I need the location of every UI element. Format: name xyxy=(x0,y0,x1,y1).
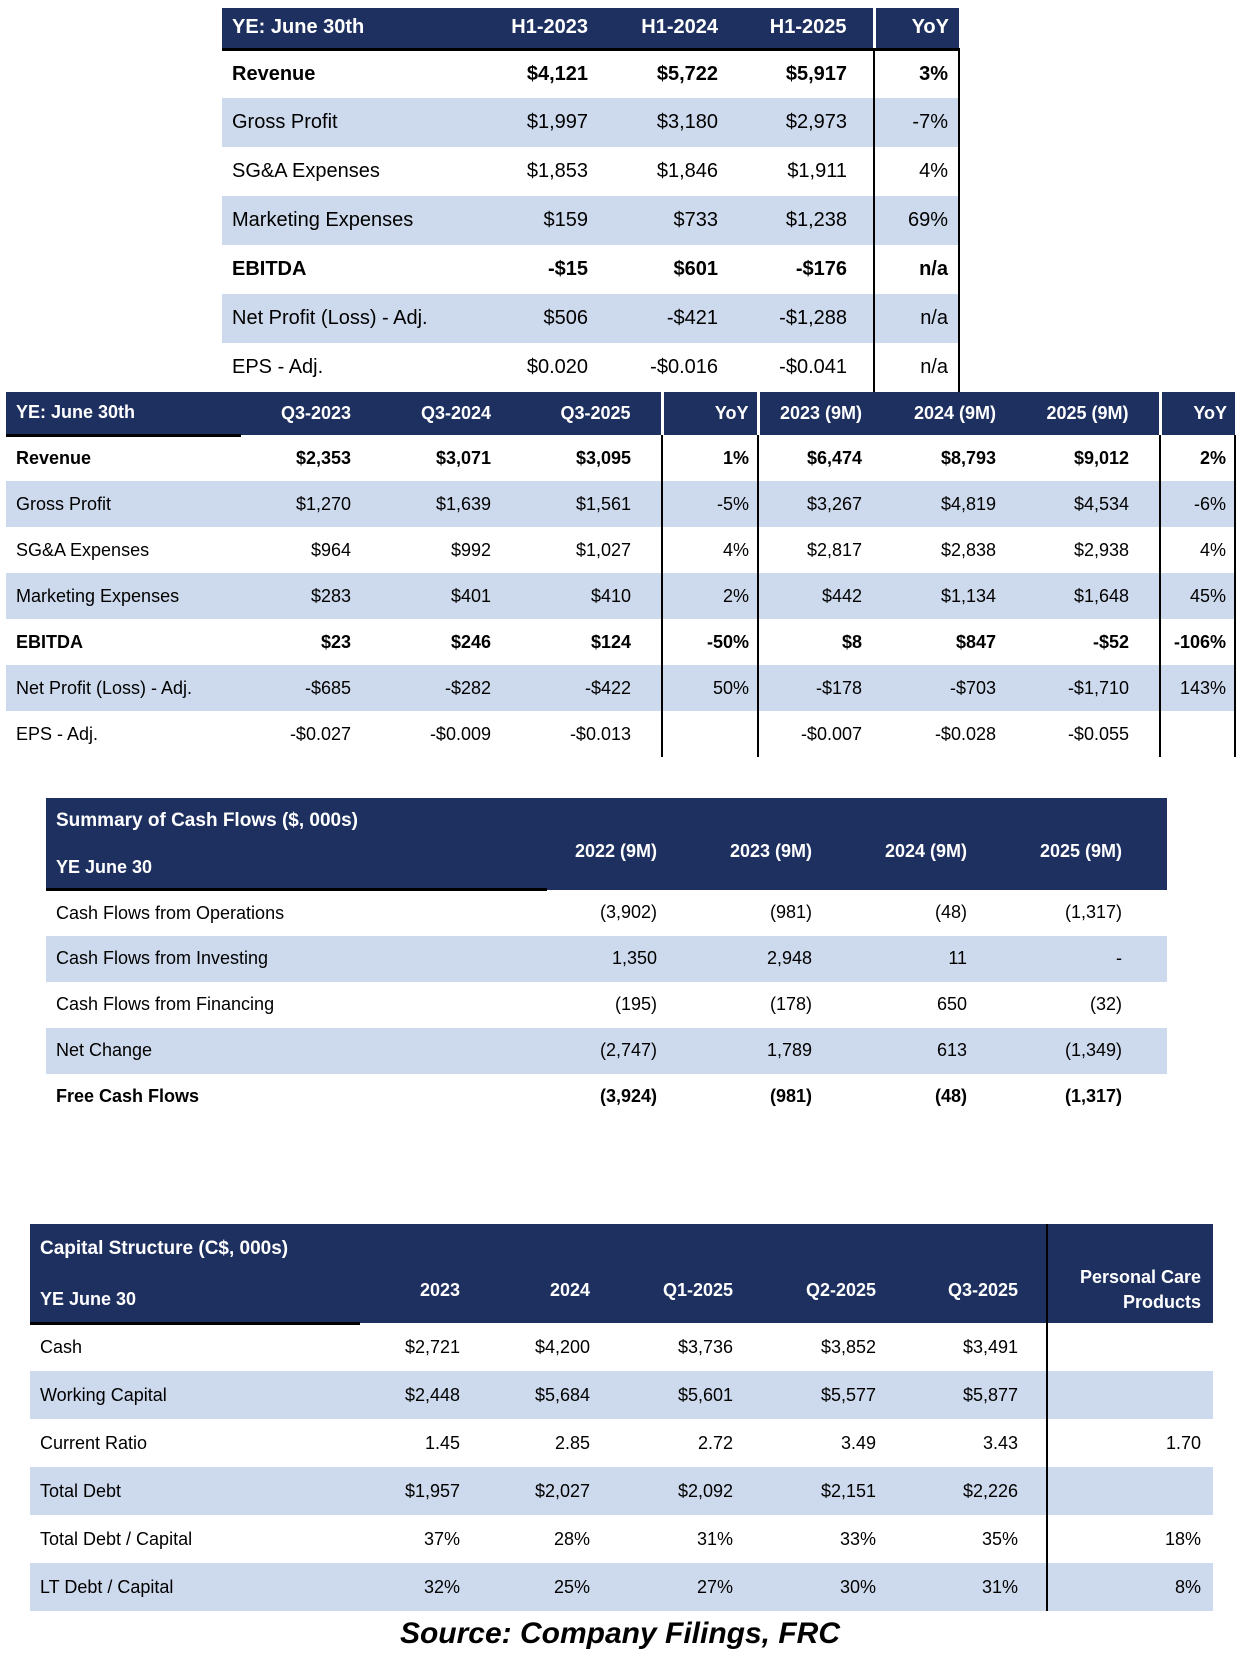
cell-value: $283 xyxy=(241,573,381,619)
column-header: Q2-2025 xyxy=(761,1224,904,1324)
column-header: 2022 (9M) xyxy=(547,798,702,890)
table-title-text: Capital Structure (C$, 000s) xyxy=(40,1237,289,1259)
cell-value: $5,917 xyxy=(785,62,847,85)
column-header: YoY xyxy=(1160,392,1235,435)
cell-value: (1,317) xyxy=(1064,902,1122,922)
header-row xyxy=(222,8,959,49)
cell-value: $0.020 xyxy=(526,356,588,378)
cell-value: $2,226 xyxy=(904,1467,1047,1515)
cell-value: 2.85 xyxy=(554,1432,590,1453)
cell-value: $410 xyxy=(521,573,662,619)
row-label: Total Debt / Capital xyxy=(40,1528,193,1549)
row-label: Current Ratio xyxy=(40,1432,148,1453)
cell-value: 31% xyxy=(904,1563,1047,1611)
cell-value: $3,267 xyxy=(758,481,892,527)
cell-value: -$0.028 xyxy=(934,723,996,744)
cell-value: $3,852 xyxy=(820,1336,876,1357)
cell-value: -$15 xyxy=(547,258,588,280)
cell-value: $4,121 xyxy=(526,62,588,85)
cell-value: 1.70 xyxy=(1047,1419,1213,1467)
table-row xyxy=(222,49,959,98)
cell-value xyxy=(1160,711,1235,757)
cell-value: $2,151 xyxy=(761,1467,904,1515)
cell-value: $23 xyxy=(320,631,351,652)
column-header: H1-2023 xyxy=(484,8,614,49)
table-row xyxy=(222,98,959,147)
cell-value: $964 xyxy=(310,539,351,560)
row-label: Marketing Expenses xyxy=(6,573,241,619)
column-header: 2023 (9M) xyxy=(758,392,892,435)
row-label: Working Capital xyxy=(30,1371,360,1419)
cell-value: 27% xyxy=(618,1563,761,1611)
cell-value: $601 xyxy=(673,258,718,280)
table-subtitle-text: YE June 30 xyxy=(40,1288,137,1309)
cell-value: 650 xyxy=(936,994,967,1014)
table-row xyxy=(46,1028,1167,1074)
cell-value: $442 xyxy=(758,573,892,619)
table-title: YE: June 30th xyxy=(222,8,484,49)
column-header: Q3-2024 xyxy=(381,392,521,435)
row-label: Net Profit (Loss) - Adj. xyxy=(222,294,484,343)
cell-value: 2% xyxy=(1160,435,1235,481)
cell-value: (3,902) xyxy=(599,902,657,922)
cell-value xyxy=(662,711,758,757)
row-label: Gross Profit xyxy=(222,98,484,147)
cell-value: (195) xyxy=(614,994,657,1014)
cell-value: (3,924) xyxy=(599,1086,657,1106)
cell-value: (1,349) xyxy=(1012,1028,1167,1074)
cell-value: $3,095 xyxy=(575,447,631,468)
cell-value: -$1,710 xyxy=(1026,665,1160,711)
cell-value: $847 xyxy=(955,631,996,652)
cell-value: -$0.016 xyxy=(650,356,718,378)
cell-value: -5% xyxy=(662,481,758,527)
row-label: SG&A Expenses xyxy=(16,539,150,560)
cell-value: -7% xyxy=(874,98,959,147)
cell-value: -$0.007 xyxy=(800,723,862,744)
cell-value: $2,721 xyxy=(404,1336,460,1357)
cell-value: $3,071 xyxy=(435,447,491,468)
cell-value: $1,911 xyxy=(787,160,847,182)
row-label: Revenue xyxy=(232,62,316,85)
cell-value: $1,238 xyxy=(744,196,874,245)
table-row xyxy=(222,196,959,245)
cell-value: 2% xyxy=(662,573,758,619)
cell-value xyxy=(1047,1371,1213,1419)
cell-value: 35% xyxy=(981,1528,1018,1549)
row-label: Net Profit (Loss) - Adj. xyxy=(6,665,241,711)
row-label: EBITDA xyxy=(16,631,83,652)
table-title xyxy=(46,798,547,890)
cell-value: n/a xyxy=(874,294,959,343)
table-row xyxy=(222,294,959,343)
table-row xyxy=(30,1323,1213,1371)
cell-value: 69% xyxy=(874,196,959,245)
capital-structure-table xyxy=(30,1224,1213,1612)
column-header: YoY xyxy=(874,8,959,49)
cell-value: 37% xyxy=(423,1528,460,1549)
table-row xyxy=(46,1074,1167,1120)
cell-value: n/a xyxy=(874,343,959,392)
row-label: Cash Flows from Financing xyxy=(56,994,275,1014)
cell-value: 3.49 xyxy=(840,1432,876,1453)
cell-value: -$178 xyxy=(758,665,892,711)
cell-value: (981) xyxy=(769,1086,812,1106)
cell-value: $124 xyxy=(590,631,631,652)
cell-value: 1,350 xyxy=(547,936,702,982)
cell-value: 33% xyxy=(839,1528,876,1549)
cell-value: $159 xyxy=(484,196,614,245)
cell-value: $1,027 xyxy=(575,539,631,560)
cell-value: 1% xyxy=(662,435,758,481)
cell-value: 143% xyxy=(1160,665,1235,711)
table-title-text: Summary of Cash Flows ($, 000s) xyxy=(56,810,358,831)
cell-value: -$52 xyxy=(1092,631,1129,652)
cell-value: -$176 xyxy=(795,258,847,280)
cell-value: $1,648 xyxy=(1026,573,1160,619)
cell-value: $9,012 xyxy=(1073,447,1129,468)
cell-value: $733 xyxy=(614,196,744,245)
cell-value: 1.45 xyxy=(424,1432,460,1453)
cell-value: $1,957 xyxy=(360,1467,488,1515)
cell-value: (32) xyxy=(1089,994,1122,1014)
row-label: SG&A Expenses xyxy=(232,160,380,182)
cell-value: (48) xyxy=(934,1086,967,1106)
cell-value: $1,853 xyxy=(526,160,588,182)
cell-value: - xyxy=(1012,936,1167,982)
table-row xyxy=(46,982,1167,1028)
cell-value: $2,092 xyxy=(618,1467,761,1515)
cell-value: -$685 xyxy=(241,665,381,711)
row-label: Cash Flows from Operations xyxy=(56,902,285,923)
table-row xyxy=(222,343,959,392)
table-row xyxy=(46,890,1167,936)
cell-value: -$0.027 xyxy=(289,723,351,744)
cell-value: $401 xyxy=(381,573,521,619)
cell-value: $2,973 xyxy=(744,98,874,147)
cell-value: $5,684 xyxy=(488,1371,618,1419)
cell-value: (981) xyxy=(769,902,812,922)
cell-value: $992 xyxy=(450,539,491,560)
table-row xyxy=(222,147,959,196)
cell-value: $1,270 xyxy=(241,481,381,527)
column-header: YoY xyxy=(662,392,758,435)
row-label: EPS - Adj. xyxy=(232,356,324,378)
cell-value xyxy=(1047,1467,1213,1515)
cell-value: $4,534 xyxy=(1026,481,1160,527)
cell-value: $506 xyxy=(484,294,614,343)
cell-value: $6,474 xyxy=(806,447,862,468)
cell-value: $2,448 xyxy=(360,1371,488,1419)
cell-value: (178) xyxy=(769,994,812,1014)
row-label: Marketing Expenses xyxy=(222,196,484,245)
row-label: Cash xyxy=(40,1337,83,1358)
cell-value: $2,353 xyxy=(295,447,351,468)
row-label: Gross Profit xyxy=(6,481,241,527)
column-header: 2024 xyxy=(488,1224,618,1324)
header-row xyxy=(46,798,1167,890)
cell-value: $1,134 xyxy=(892,573,1026,619)
cell-value: $5,722 xyxy=(656,62,718,85)
header-row xyxy=(30,1224,1213,1324)
cell-value: -$0.055 xyxy=(1067,723,1129,744)
cell-value: $5,877 xyxy=(904,1371,1047,1419)
table-row xyxy=(222,245,959,294)
cell-value: $2,938 xyxy=(1073,539,1129,560)
column-header: 2023 xyxy=(360,1224,488,1324)
row-label: EBITDA xyxy=(232,258,307,280)
table-row xyxy=(6,665,1235,711)
table-row xyxy=(30,1371,1213,1419)
header-row xyxy=(6,392,1235,435)
cell-value: 50% xyxy=(662,665,758,711)
column-header: 2024 (9M) xyxy=(857,798,1012,890)
row-label: Revenue xyxy=(16,448,92,469)
cell-value: -$0.013 xyxy=(569,723,631,744)
row-label: Free Cash Flows xyxy=(56,1086,200,1106)
cell-value: $3,491 xyxy=(962,1336,1018,1357)
cell-value: 3% xyxy=(874,49,959,98)
row-label: EPS - Adj. xyxy=(16,723,99,744)
cell-value: -$0.041 xyxy=(779,356,847,378)
cell-value: 11 xyxy=(857,936,1012,982)
cell-value: $4,819 xyxy=(892,481,1026,527)
cell-value: $5,577 xyxy=(761,1371,904,1419)
column-header: 2024 (9M) xyxy=(892,392,1026,435)
table-title: YE: June 30th xyxy=(6,392,241,435)
row-label: Net Change xyxy=(46,1028,547,1074)
cell-value: $5,601 xyxy=(618,1371,761,1419)
cell-value: -$422 xyxy=(521,665,662,711)
table-title xyxy=(30,1224,360,1324)
cell-value: $246 xyxy=(450,631,491,652)
cell-value: 3.43 xyxy=(982,1432,1018,1453)
cell-value: 4% xyxy=(1160,527,1235,573)
cell-value xyxy=(1047,1323,1213,1371)
column-header: 2025 (9M) xyxy=(1012,798,1167,890)
cell-value: 8% xyxy=(1047,1563,1213,1611)
column-header: Q3-2025 xyxy=(904,1224,1047,1324)
cell-value: -$703 xyxy=(892,665,1026,711)
row-label: Total Debt xyxy=(30,1467,360,1515)
cell-value: 613 xyxy=(857,1028,1012,1074)
column-header: 2025 (9M) xyxy=(1026,392,1160,435)
cell-value: -$421 xyxy=(614,294,744,343)
table-row xyxy=(6,573,1235,619)
cell-value: 28% xyxy=(553,1528,590,1549)
cash-flow-table xyxy=(46,798,1167,1120)
table-row xyxy=(6,435,1235,481)
cell-value: 4% xyxy=(874,147,959,196)
table-row xyxy=(30,1467,1213,1515)
source-note: Source: Company Filings, FRC xyxy=(399,1617,841,1650)
cell-value: 45% xyxy=(1160,573,1235,619)
cell-value: $2,838 xyxy=(940,539,996,560)
cell-value: (48) xyxy=(934,902,967,922)
cell-value: 2.72 xyxy=(697,1432,733,1453)
column-header: 2023 (9M) xyxy=(702,798,857,890)
table-row xyxy=(6,619,1235,665)
column-header: Q3-2025 xyxy=(521,392,662,435)
cell-value: -106% xyxy=(1160,619,1235,665)
cell-value: $3,180 xyxy=(614,98,744,147)
cell-value: 31% xyxy=(696,1528,733,1549)
cell-value: $2,027 xyxy=(488,1467,618,1515)
table-row xyxy=(6,481,1235,527)
cell-value: $8 xyxy=(841,631,862,652)
cell-value: $1,846 xyxy=(656,160,718,182)
quarterly-results-table xyxy=(6,392,1236,757)
row-label: LT Debt / Capital xyxy=(30,1563,360,1611)
cell-value: -6% xyxy=(1160,481,1235,527)
column-header: Personal Care Products xyxy=(1047,1224,1213,1324)
cell-value: 32% xyxy=(360,1563,488,1611)
cell-value: 25% xyxy=(488,1563,618,1611)
column-header: H1-2025 xyxy=(744,8,874,49)
cell-value: 4% xyxy=(662,527,758,573)
table-row xyxy=(30,1563,1213,1611)
cell-value: 30% xyxy=(761,1563,904,1611)
table-subtitle-text: YE June 30 xyxy=(56,857,153,877)
cell-value: (1,317) xyxy=(1064,1086,1122,1106)
cell-value: -$1,288 xyxy=(744,294,874,343)
cell-value: -$282 xyxy=(381,665,521,711)
column-header: H1-2024 xyxy=(614,8,744,49)
cell-value: n/a xyxy=(874,245,959,294)
cell-value: $8,793 xyxy=(940,447,996,468)
table-row xyxy=(30,1515,1213,1563)
column-header: Q3-2023 xyxy=(241,392,381,435)
cell-value: $4,200 xyxy=(534,1336,590,1357)
cell-value: -$0.009 xyxy=(429,723,491,744)
table-row xyxy=(6,711,1235,757)
cell-value: $1,639 xyxy=(381,481,521,527)
table-row xyxy=(46,936,1167,982)
table-row xyxy=(30,1419,1213,1467)
row-label: Cash Flows from Investing xyxy=(46,936,547,982)
cell-value: $2,817 xyxy=(806,539,862,560)
cell-value: -50% xyxy=(662,619,758,665)
h1-results-table xyxy=(222,8,960,392)
cell-value: $1,561 xyxy=(521,481,662,527)
table-row xyxy=(6,527,1235,573)
cell-value: 2,948 xyxy=(702,936,857,982)
cell-value: 18% xyxy=(1047,1515,1213,1563)
cell-value: (2,747) xyxy=(547,1028,702,1074)
cell-value: 1,789 xyxy=(702,1028,857,1074)
column-header: Q1-2025 xyxy=(618,1224,761,1324)
cell-value: $1,997 xyxy=(484,98,614,147)
cell-value: $3,736 xyxy=(677,1336,733,1357)
